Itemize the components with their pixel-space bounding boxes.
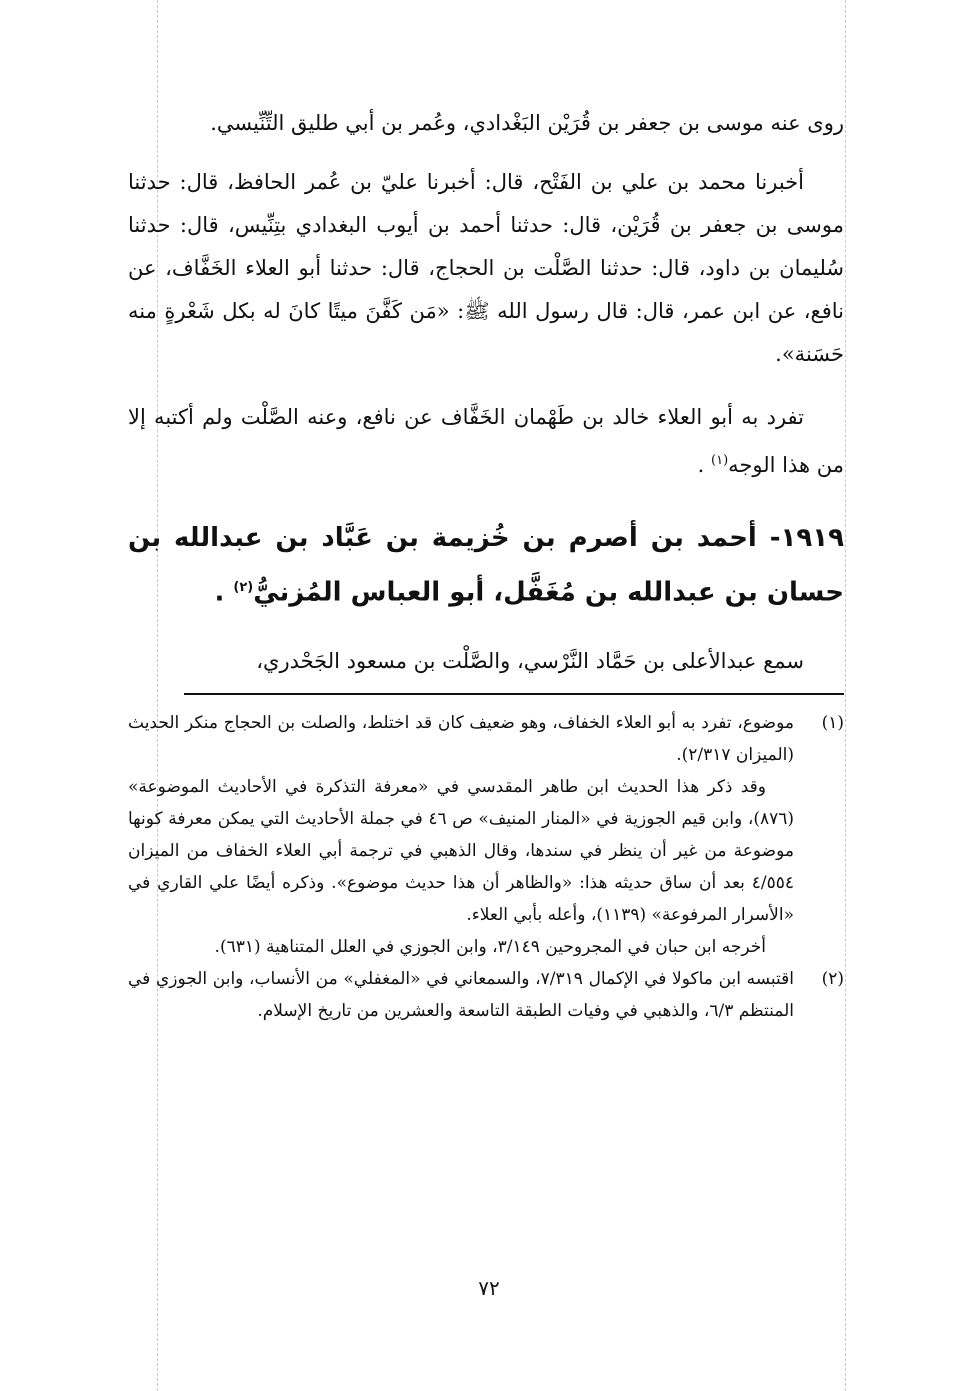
footnote-ref-1[interactable]: (١) (711, 453, 729, 468)
footnote-1-sources: أخرجه ابن حبان في المجروحين ٣/١٤٩، وابن الجوزي في العلل المتناهية (٦٣١). (214, 936, 766, 957)
footnote-separator (184, 693, 844, 695)
paragraph-indent (804, 405, 844, 429)
footnote-2-text: اقتبسه ابن ماكولا في الإكمال ٧/٣١٩، والسمعاني في «المغفلي» من الأنساب، وابن الجوزي في المنتظم ٦/٣، والذهبي في وفيات الطبقة التاسعة والعشرين من تاريخ الإسلام. (128, 968, 795, 1021)
paragraph-indent (804, 649, 844, 673)
heading-end-mark: . (214, 577, 234, 608)
paragraph-heard-from (128, 640, 844, 683)
footnote-ref-2[interactable]: (٢) (233, 580, 254, 595)
page-body (128, 90, 844, 1027)
footnote-1-continued: وقد ذكر هذا الحديث ابن طاهر المقدسي في «معرفة التذكرة في الأحاديث الموضوعة» (٨٧٦)، وابن قيم الجوزية في «المنار المنيف» ص ٤٦ في جملة الأحاديث التي يمكن معرفة كونها موضوعة من غير أن ينظر في سندها، وقال الذهبي في ترجمة أبي العلاء الخفاف من الميزان ٤/٥٥٤ بعد أن ساق حديثه هذا: «والظاهر أن هذا حديث موضوع». وذكره أيضًا علي القاري في «الأسرار المرفوعة» (١١٣٩)، وأعله بأبي العلاء. (128, 776, 794, 925)
footnote-2-number: (٢) (821, 968, 844, 989)
page-number: ٧٢ (478, 1276, 500, 1300)
scan-guide-line (845, 0, 846, 1391)
entry-heading (128, 513, 844, 618)
footnote-2 (128, 963, 844, 1027)
paragraph-commentary (128, 396, 844, 487)
paragraph-indent (804, 170, 844, 194)
footnote-1-number: (١) (821, 712, 844, 733)
paragraph-narrators: روى عنه موسى بن جعفر بن قُرَيْن البَغْدادي، وعُمر بن أبي طليق التِّنِّيسي. (210, 111, 844, 135)
entry-heading-text: ١٩١٩- أحمد بن أصرم بن خُزيمة بن عَبَّاد بن عبدالله بن حسان بن عبدالله بن مُغَفَّل، أبو العباس المُزنيُّ (128, 523, 844, 608)
footnote-1-text: موضوع، تفرد به أبو العلاء الخفاف، وهو ضعيف كان قد اختلط، والصلت بن الحجاج منكر الحديث (الميزان ٢/٣١٧). (128, 712, 794, 765)
paragraph-heard-from-text: سمع عبدالأعلى بن حَمَّاد النَّرْسي، والصَّلْت بن مسعود الجَحْدري، (256, 648, 804, 673)
paragraph-commentary-text: تفرد به أبو العلاء خالد بن طَهْمان الخَفَّاف عن نافع، وعنه الصَّلْت ولم أكتبه إلا من هذا الوجه (128, 405, 844, 477)
paragraph-end-mark: . (697, 453, 712, 477)
footnote-1 (128, 707, 844, 771)
paragraph-hadith-chain (128, 161, 844, 376)
paragraph-hadith-chain-text: أخبرنا محمد بن علي بن الفَتْح، قال: أخبرنا عليّ بن عُمر الحافظ، قال: حدثنا موسى بن جعفر بن قُرَيْن، قال: حدثنا أحمد بن أيوب البغدادي بتِنِّيس، قال: حدثنا سُليمان بن داود، قال: حدثنا الصَّلْت بن الحجاج، قال: حدثنا أبو العلاء الخَفَّاف، عن نافع، عن ابن عمر، قال: قال رسول الله ﷺ: «مَن كَفَّنَ ميتًا كانَ له بكل شَعْرةٍ منه حَسَنة». (128, 170, 844, 366)
